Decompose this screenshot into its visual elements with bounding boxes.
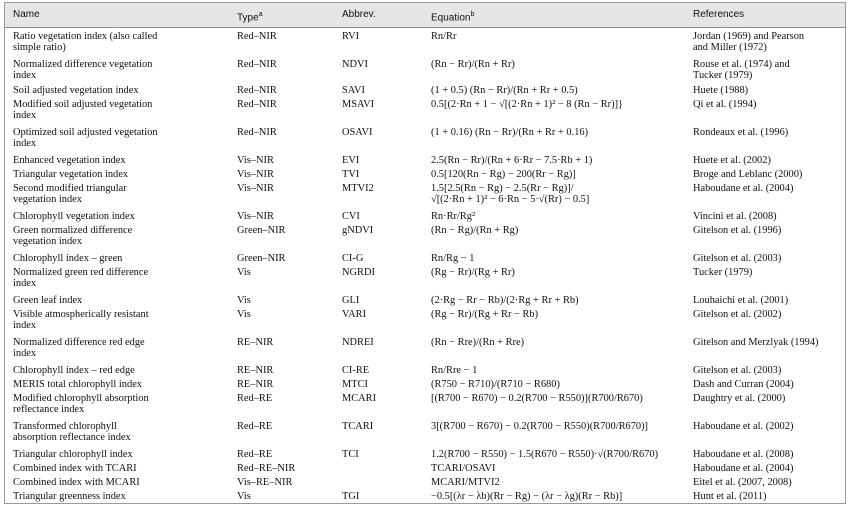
cell-abbrev: VARI xyxy=(342,309,367,320)
cell-abbrev: CVI xyxy=(342,211,360,222)
cell-name: Chlorophyll vegetation index xyxy=(13,211,135,222)
cell-abbrev: MCARI xyxy=(342,393,377,404)
cell-equation: Rn·Rr/Rg² xyxy=(431,211,476,222)
cell-equation: (Rn − Rre)/(Rn + Rre) xyxy=(431,337,525,348)
cell-type: Vis xyxy=(237,295,251,306)
cell-abbrev: RVI xyxy=(342,31,360,42)
cell-references: Haboudane et al. (2004) xyxy=(693,463,794,474)
cell-equation: 0.5[120(Rn − Rg) − 200(Rr − Rg)] xyxy=(431,169,576,180)
cell-equation: (Rg − Rr)/(Rg + Rr − Rb) xyxy=(431,309,539,320)
cell-type: Red–RE–NIR xyxy=(237,463,296,474)
cell-type: Red–NIR xyxy=(237,31,277,42)
cell-abbrev: TGI xyxy=(342,491,360,502)
header-type: Type$^a$ xyxy=(237,11,263,24)
cell-type: Vis–NIR xyxy=(237,169,274,180)
header-name: Name xyxy=(13,9,40,20)
cell-equation: −0.5[(λr − λb)(Rr − Rg) − (λr − λg)(Rr − Rb)] xyxy=(431,491,623,502)
cell-abbrev: TVI xyxy=(342,169,360,180)
cell-abbrev: OSAVI xyxy=(342,127,373,138)
cell-equation: (1 + 0.5) (Rn − Rr)/(Rn + Rr + 0.5) xyxy=(431,85,578,96)
cell-type: Red–RE xyxy=(237,449,273,460)
cell-name: Visible atmospherically resistant index xyxy=(13,309,149,332)
cell-abbrev: CI-G xyxy=(342,253,364,264)
cell-abbrev: NDVI xyxy=(342,59,368,70)
cell-references: Rouse et al. (1974) and Tucker (1979) xyxy=(693,59,790,82)
cell-abbrev: CI-RE xyxy=(342,365,370,376)
cell-name: Normalized difference vegetation index xyxy=(13,59,153,82)
cell-type: Vis–RE–NIR xyxy=(237,477,293,488)
cell-abbrev: MTVI2 xyxy=(342,183,374,194)
cell-type: Vis–NIR xyxy=(237,211,274,222)
cell-type: RE–NIR xyxy=(237,337,274,348)
cell-name: Combined index with MCARI xyxy=(13,477,140,488)
header-abbrev: Abbrev. xyxy=(342,9,376,20)
cell-name: Combined index with TCARI xyxy=(13,463,137,474)
header-equation: Equation$^b$ xyxy=(431,11,475,24)
cell-equation: 1.5[2.5(Rn − Rg) − 2.5(Rr − Rg)]/ √[(2·Rn + 1)² − 6·Rn − 5·√(Rr) − 0.5] xyxy=(431,183,590,206)
cell-references: Eitel et al. (2007, 2008) xyxy=(693,477,792,488)
cell-references: Daughtry et al. (2000) xyxy=(693,393,786,404)
cell-name: Transformed chlorophyll absorption reflectance index xyxy=(13,421,131,444)
cell-equation: 0.5[(2·Rn + 1 − √[(2·Rn + 1)² − 8 (Rn − Rr)]} xyxy=(431,99,624,110)
cell-references: Dash and Curran (2004) xyxy=(693,379,794,390)
cell-name: Normalized difference red edge index xyxy=(13,337,145,360)
cell-type: Vis xyxy=(237,267,251,278)
cell-references: Tucker (1979) xyxy=(693,267,753,278)
cell-name: Green leaf index xyxy=(13,295,83,306)
cell-equation: 2.5(Rn − Rr)/(Rn + 6·Rr − 7.5·Rb + 1) xyxy=(431,155,593,166)
cell-equation: (2·Rg − Rr − Rb)/(2·Rg + Rr + Rb) xyxy=(431,295,579,306)
cell-abbrev: SAVI xyxy=(342,85,365,96)
cell-equation: Rn/Rre − 1 xyxy=(431,365,478,376)
cell-references: Qi et al. (1994) xyxy=(693,99,757,110)
cell-type: Green–NIR xyxy=(237,225,286,236)
cell-name: Modified soil adjusted vegetation index xyxy=(13,99,153,122)
cell-type: Red–NIR xyxy=(237,59,277,70)
cell-references: Rondeaux et al. (1996) xyxy=(693,127,789,138)
cell-type: Red–RE xyxy=(237,421,273,432)
cell-abbrev: gNDVI xyxy=(342,225,374,236)
cell-references: Haboudane et al. (2004) xyxy=(693,183,794,194)
header-references: References xyxy=(693,9,745,20)
cell-equation: 3[(R700 − R670) − 0.2(R700 − R550)(R700/R670)] xyxy=(431,421,649,432)
cell-references: Louhaichi et al. (2001) xyxy=(693,295,789,306)
cell-equation: TCARI/OSAVI xyxy=(431,463,496,474)
cell-references: Gitelson and Merzlyak (1994) xyxy=(693,337,819,348)
cell-equation: 1.2(R700 − R550) − 1.5(R670 − R550)·√(R700/R670) xyxy=(431,449,659,460)
cell-name: MERIS total chlorophyll index xyxy=(13,379,143,390)
cell-references: Huete et al. (2002) xyxy=(693,155,771,166)
cell-type: Red–NIR xyxy=(237,127,277,138)
cell-name: Optimized soil adjusted vegetation index xyxy=(13,127,158,150)
cell-type: RE–NIR xyxy=(237,365,274,376)
cell-type: Vis–NIR xyxy=(237,183,274,194)
cell-name: Green normalized difference vegetation index xyxy=(13,225,133,248)
cell-equation: (Rn − Rr)/(Rn + Rr) xyxy=(431,59,515,70)
cell-type: Vis xyxy=(237,491,251,502)
cell-equation: (R750 − R710)/(R710 − R680) xyxy=(431,379,560,390)
cell-references: Haboudane et al. (2008) xyxy=(693,449,794,460)
cell-equation: MCARI/MTVI2 xyxy=(431,477,500,488)
cell-name: Triangular chlorophyll index xyxy=(13,449,133,460)
cell-name: Second modified triangular vegetation index xyxy=(13,183,127,206)
cell-equation: [(R700 − R670) − 0.2(R700 − R550)](R700/R670) xyxy=(431,393,643,404)
cell-type: Vis–NIR xyxy=(237,155,274,166)
cell-abbrev: TCARI xyxy=(342,421,374,432)
cell-abbrev: EVI xyxy=(342,155,360,166)
cell-equation: (Rn − Rg)/(Rn + Rg) xyxy=(431,225,519,236)
cell-type: Vis xyxy=(237,309,251,320)
cell-references: Gitelson et al. (1996) xyxy=(693,225,782,236)
cell-references: Broge and Leblanc (2000) xyxy=(693,169,803,180)
cell-abbrev: GLI xyxy=(342,295,360,306)
cell-references: Jordan (1969) and Pearson and Miller (1972) xyxy=(693,31,805,54)
cell-equation: (1 + 0.16) (Rn − Rr)/(Rn + Rr + 0.16) xyxy=(431,127,589,138)
cell-type: Green–NIR xyxy=(237,253,286,264)
cell-references: Hunt et al. (2011) xyxy=(693,491,767,502)
cell-name: Triangular greenness index xyxy=(13,491,126,502)
cell-name: Chlorophyll index – red edge xyxy=(13,365,135,376)
cell-name: Chlorophyll index – green xyxy=(13,253,123,264)
cell-type: Red–RE xyxy=(237,393,273,404)
cell-type: Red–NIR xyxy=(237,85,277,96)
cell-name: Modified chlorophyll absorption reflectance index xyxy=(13,393,149,416)
cell-abbrev: MSAVI xyxy=(342,99,375,110)
cell-abbrev: NDREI xyxy=(342,337,374,348)
cell-name: Ratio vegetation index (also called simple ratio) xyxy=(13,31,158,54)
cell-name: Enhanced vegetation index xyxy=(13,155,126,166)
cell-equation: (Rg − Rr)/(Rg + Rr) xyxy=(431,267,515,278)
cell-name: Soil adjusted vegetation index xyxy=(13,85,139,96)
cell-abbrev: NGRDI xyxy=(342,267,375,278)
cell-references: Gitelson et al. (2003) xyxy=(693,365,782,376)
cell-references: Gitelson et al. (2003) xyxy=(693,253,782,264)
cell-references: Vincini et al. (2008) xyxy=(693,211,777,222)
cell-type: RE–NIR xyxy=(237,379,274,390)
cell-abbrev: MTCI xyxy=(342,379,368,390)
cell-references: Huete (1988) xyxy=(693,85,749,96)
cell-equation: Rn/Rg − 1 xyxy=(431,253,475,264)
table-header xyxy=(5,3,845,28)
cell-name: Triangular vegetation index xyxy=(13,169,129,180)
index-table xyxy=(4,2,846,504)
cell-type: Red–NIR xyxy=(237,99,277,110)
cell-references: Gitelson et al. (2002) xyxy=(693,309,782,320)
cell-equation: Rn/Rr xyxy=(431,31,457,42)
cell-name: Normalized green red difference index xyxy=(13,267,149,290)
cell-references: Haboudane et al. (2002) xyxy=(693,421,794,432)
cell-abbrev: TCI xyxy=(342,449,359,460)
